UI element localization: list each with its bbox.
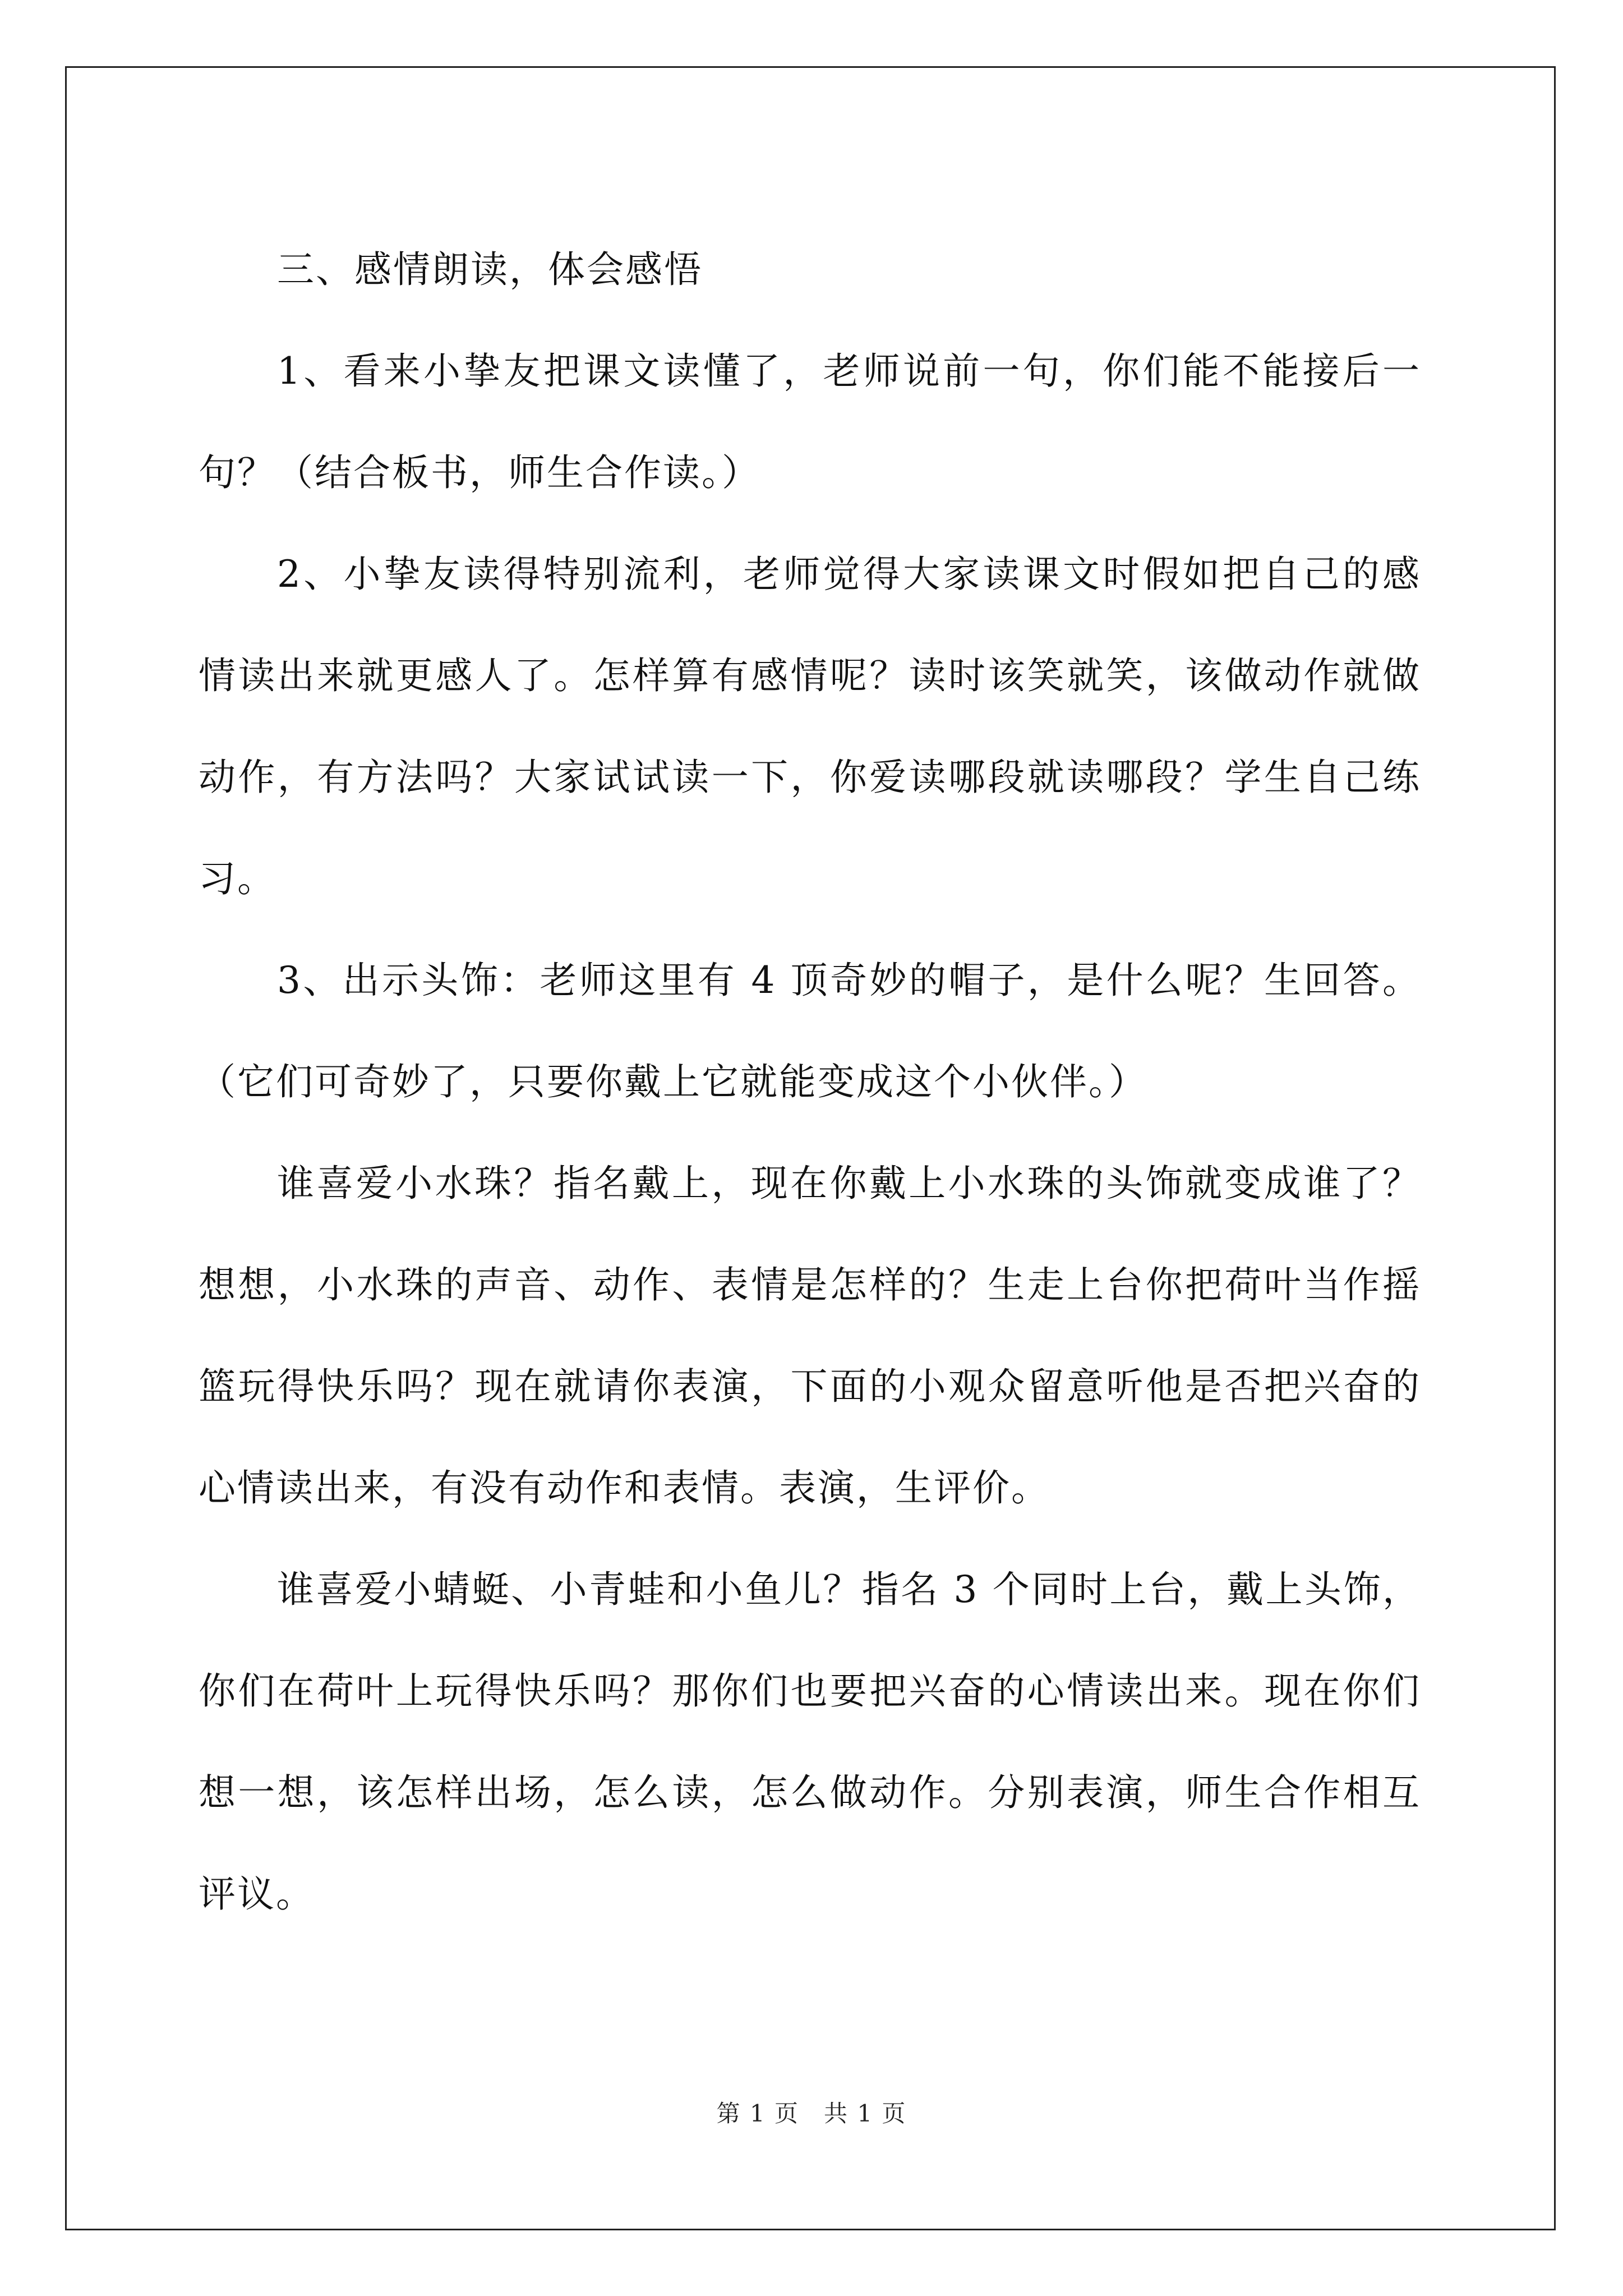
paragraph-3: 3、出示头饰：老师这里有 4 顶奇妙的帽子，是什么呢？生回答。（它们可奇妙了，只要你戴上它就能变成这个小伙伴。）: [199, 959, 1421, 1103]
paragraph-5: 谁喜爱小蜻蜓、小青蛙和小鱼儿？指名 3 个同时上台，戴上头饰，你们在荷叶上玩得快乐吗？那你们也要把兴奋的心情读出来。现在你们想一想，该怎样出场，怎么读，怎么做动作。分别表演，师生合作相互评议。: [199, 1568, 1421, 1916]
paragraph-2: 2、小挚友读得特别流利，老师觉得大家读课文时假如把自己的感情读出来就更感人了。怎样算有感情呢？读时该笑就笑，该做动作就做动作，有方法吗？大家试试读一下，你爱读哪段就读哪段？学生自己练习。: [199, 553, 1421, 900]
section-heading: 三、感情朗读，体会感悟: [277, 248, 703, 291]
paragraph-1: 1、看来小挚友把课文读懂了，老师说前一句，你们能不能接后一句？（结合板书，师生合作读。）: [199, 349, 1421, 494]
page-footer: 第 1 页 共 1 页: [716, 2100, 907, 2127]
paragraph-4: 谁喜爱小水珠？指名戴上，现在你戴上小水珠的头饰就变成谁了？想想，小水珠的声音、动作、表情是怎样的？生走上台你把荷叶当作摇篮玩得快乐吗？现在就请你表演，下面的小观众留意听他是否把兴奋的心情读出来，有没有动作和表情。表演，生评价。: [199, 1162, 1421, 1510]
document-body: [199, 219, 1421, 1945]
